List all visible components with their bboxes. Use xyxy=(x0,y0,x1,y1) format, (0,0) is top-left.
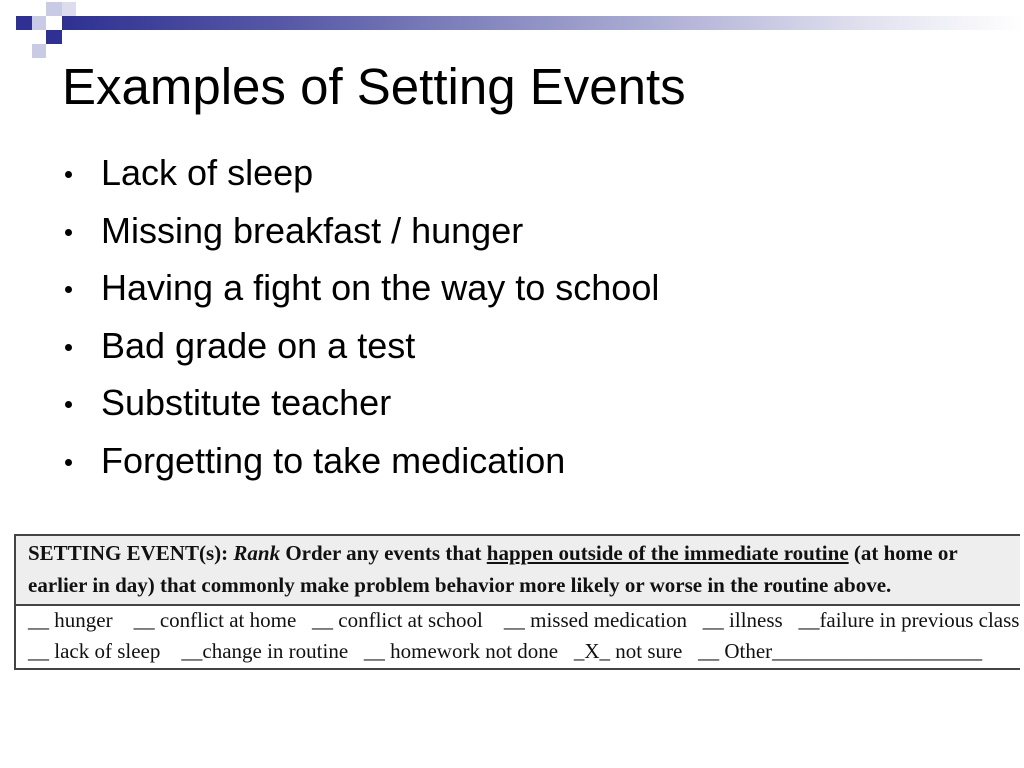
form-instruction-underlined: happen outside of the immediate routine xyxy=(486,541,849,565)
form-instruction-tail: (at home or xyxy=(853,541,958,565)
form-header-line-2: earlier in day) that commonly make problem behavior more likely or worse in the routine above. xyxy=(28,573,892,597)
bullet-item xyxy=(62,148,659,206)
deco-square-light xyxy=(62,2,76,16)
bullet-item xyxy=(62,378,659,436)
deco-gradient-bar xyxy=(62,16,1024,30)
bullet-dot-icon xyxy=(65,286,72,293)
form-options-row-1: __ hunger __ conflict at home __ conflict at school __ missed medication __ illness __failure in previous class xyxy=(28,608,1020,632)
slide-title: Examples of Setting Events xyxy=(62,58,686,115)
deco-square-light xyxy=(46,2,62,16)
bullet-text: Bad grade on a test xyxy=(101,324,416,366)
bullet-text: Substitute teacher xyxy=(101,382,392,423)
bullet-item xyxy=(62,436,659,494)
bullet-dot-icon xyxy=(65,344,72,351)
bullet-list xyxy=(62,148,659,493)
bullet-dot-icon xyxy=(65,229,72,236)
bullet-dot-icon xyxy=(65,401,72,408)
form-instruction: Order any events that xyxy=(285,541,482,565)
bullet-item xyxy=(62,263,659,321)
bullet-text: Missing breakfast / hunger xyxy=(101,209,524,251)
bullet-item xyxy=(62,206,659,264)
bullet-text: Forgetting to take medication xyxy=(101,439,566,481)
bullet-text: Lack of sleep xyxy=(101,152,314,193)
setting-events-form-excerpt xyxy=(14,534,1020,670)
bullet-dot-icon xyxy=(65,459,72,466)
bullet-item xyxy=(62,321,659,379)
form-label: SETTING EVENT(s): xyxy=(28,541,229,565)
bullet-dot-icon xyxy=(65,171,72,178)
form-options-row-2: __ lack of sleep __change in routine __ homework not done _X_ not sure __ Other____________________ xyxy=(28,639,983,663)
bullet-text: Having a fight on the way to school xyxy=(101,267,660,308)
deco-square-dark xyxy=(16,16,32,30)
form-header-line-1 xyxy=(28,541,958,566)
deco-square-light xyxy=(32,44,46,58)
form-rank: Rank xyxy=(233,541,281,565)
deco-square-light xyxy=(32,16,46,30)
deco-square-dark xyxy=(46,30,62,44)
